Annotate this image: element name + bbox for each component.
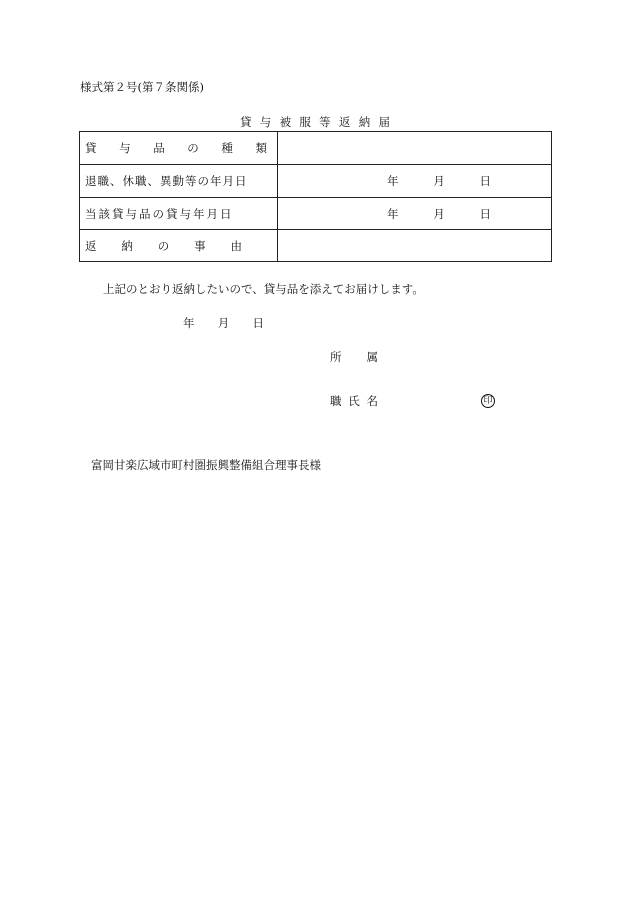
row-value-cell [278, 198, 551, 229]
table-row [80, 164, 551, 197]
row-label: 貸 与 品 の 種 類 [85, 141, 267, 155]
seal-mark: 印 [481, 394, 495, 408]
row-value: 年 月 日 [387, 174, 491, 188]
row-value: 年 月 日 [387, 206, 491, 221]
name-label: 職 氏 名 [330, 394, 378, 408]
returns-table [79, 131, 552, 262]
row-label-cell [80, 165, 278, 197]
form-title: 貸 与 被 服 等 返 納 届 [240, 115, 390, 129]
row-value-cell [278, 165, 551, 197]
row-label: 退職、休職、異動等の年月日 [85, 174, 248, 188]
row-value [278, 132, 551, 164]
table-row [80, 132, 551, 164]
row-value [278, 230, 551, 261]
row-label: 返 納 の 事 由 [85, 238, 242, 253]
affiliation-label: 所 属 [330, 350, 378, 364]
addressee: 富岡甘楽広域市町村圏振興整備組合理事長様 [91, 458, 321, 472]
row-label-cell [80, 132, 278, 164]
row-label: 当該貸与品の貸与年月日 [85, 206, 234, 221]
statement-text: 上記のとおり返納したいので、貸与品を添えてお届けします。 [103, 282, 424, 296]
table-row [80, 229, 551, 261]
table-row [80, 197, 551, 229]
submission-date: 年 月 日 [183, 316, 264, 330]
form-number: 様式第２号(第７条関係) [80, 80, 204, 94]
row-label-cell [80, 198, 278, 229]
row-label-cell [80, 230, 278, 261]
